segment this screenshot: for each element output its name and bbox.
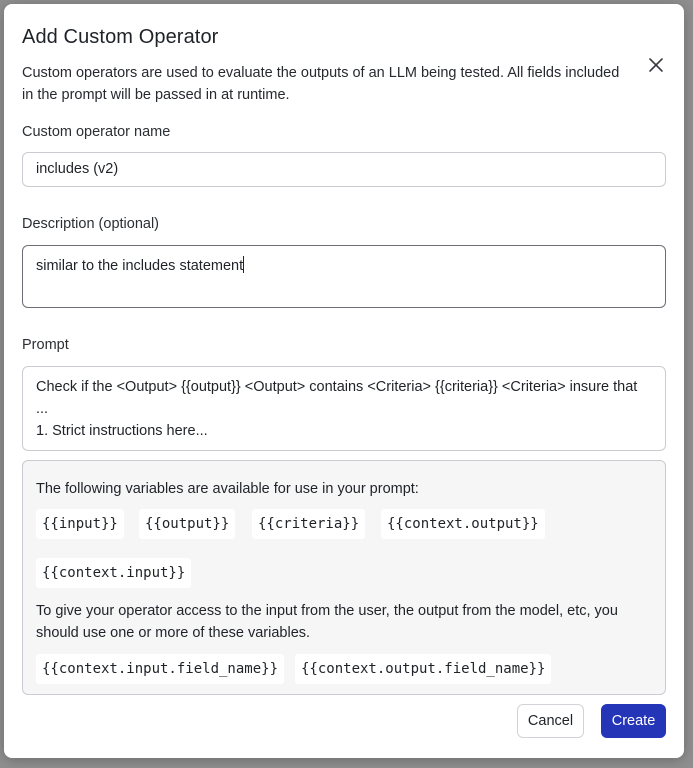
close-icon[interactable] bbox=[646, 55, 666, 75]
dialog-description: Custom operators are used to evaluate the outputs of an LLM being tested. All fields included in the prompt will be passed in at runtime. bbox=[22, 65, 620, 103]
dialog-title: Add Custom Operator bbox=[22, 26, 219, 48]
operator-name-input[interactable]: includes (v2) bbox=[22, 152, 666, 187]
cancel-button[interactable]: Cancel bbox=[517, 704, 584, 738]
variables-panel bbox=[22, 460, 666, 695]
variable-chip-criteria[interactable]: {{criteria}} bbox=[252, 509, 365, 539]
variables-note: To give your operator access to the input from the user, the output from the model, etc, you should use one or more of these variables. bbox=[36, 603, 618, 641]
variables-intro: The following variables are available for use in your prompt: bbox=[36, 481, 419, 497]
description-label: Description (optional) bbox=[22, 216, 160, 232]
variable-chip-input[interactable]: {{input}} bbox=[36, 509, 124, 539]
description-textarea[interactable] bbox=[22, 245, 666, 308]
variable-chip-context-input[interactable]: {{context.input}} bbox=[36, 558, 191, 588]
variable-chip-output[interactable]: {{output}} bbox=[139, 509, 235, 539]
prompt-label: Prompt bbox=[22, 337, 69, 353]
description-text: similar to the includes statement bbox=[36, 258, 244, 274]
add-custom-operator-dialog bbox=[4, 4, 684, 758]
variable-chip-context-output[interactable]: {{context.output}} bbox=[381, 509, 545, 539]
text-caret bbox=[243, 256, 244, 273]
variable-chip-context-input-field[interactable]: {{context.input.field_name}} bbox=[36, 654, 284, 684]
operator-name-label: Custom operator name bbox=[22, 124, 171, 140]
variable-chip-context-output-field[interactable]: {{context.output.field_name}} bbox=[295, 654, 551, 684]
create-button[interactable]: Create bbox=[601, 704, 666, 738]
prompt-textarea[interactable]: Check if the <Output> {{output}} <Output> contains <Criteria> {{criteria}} <Criteria> insure that ... 1. Strict instructions here... bbox=[22, 366, 666, 451]
